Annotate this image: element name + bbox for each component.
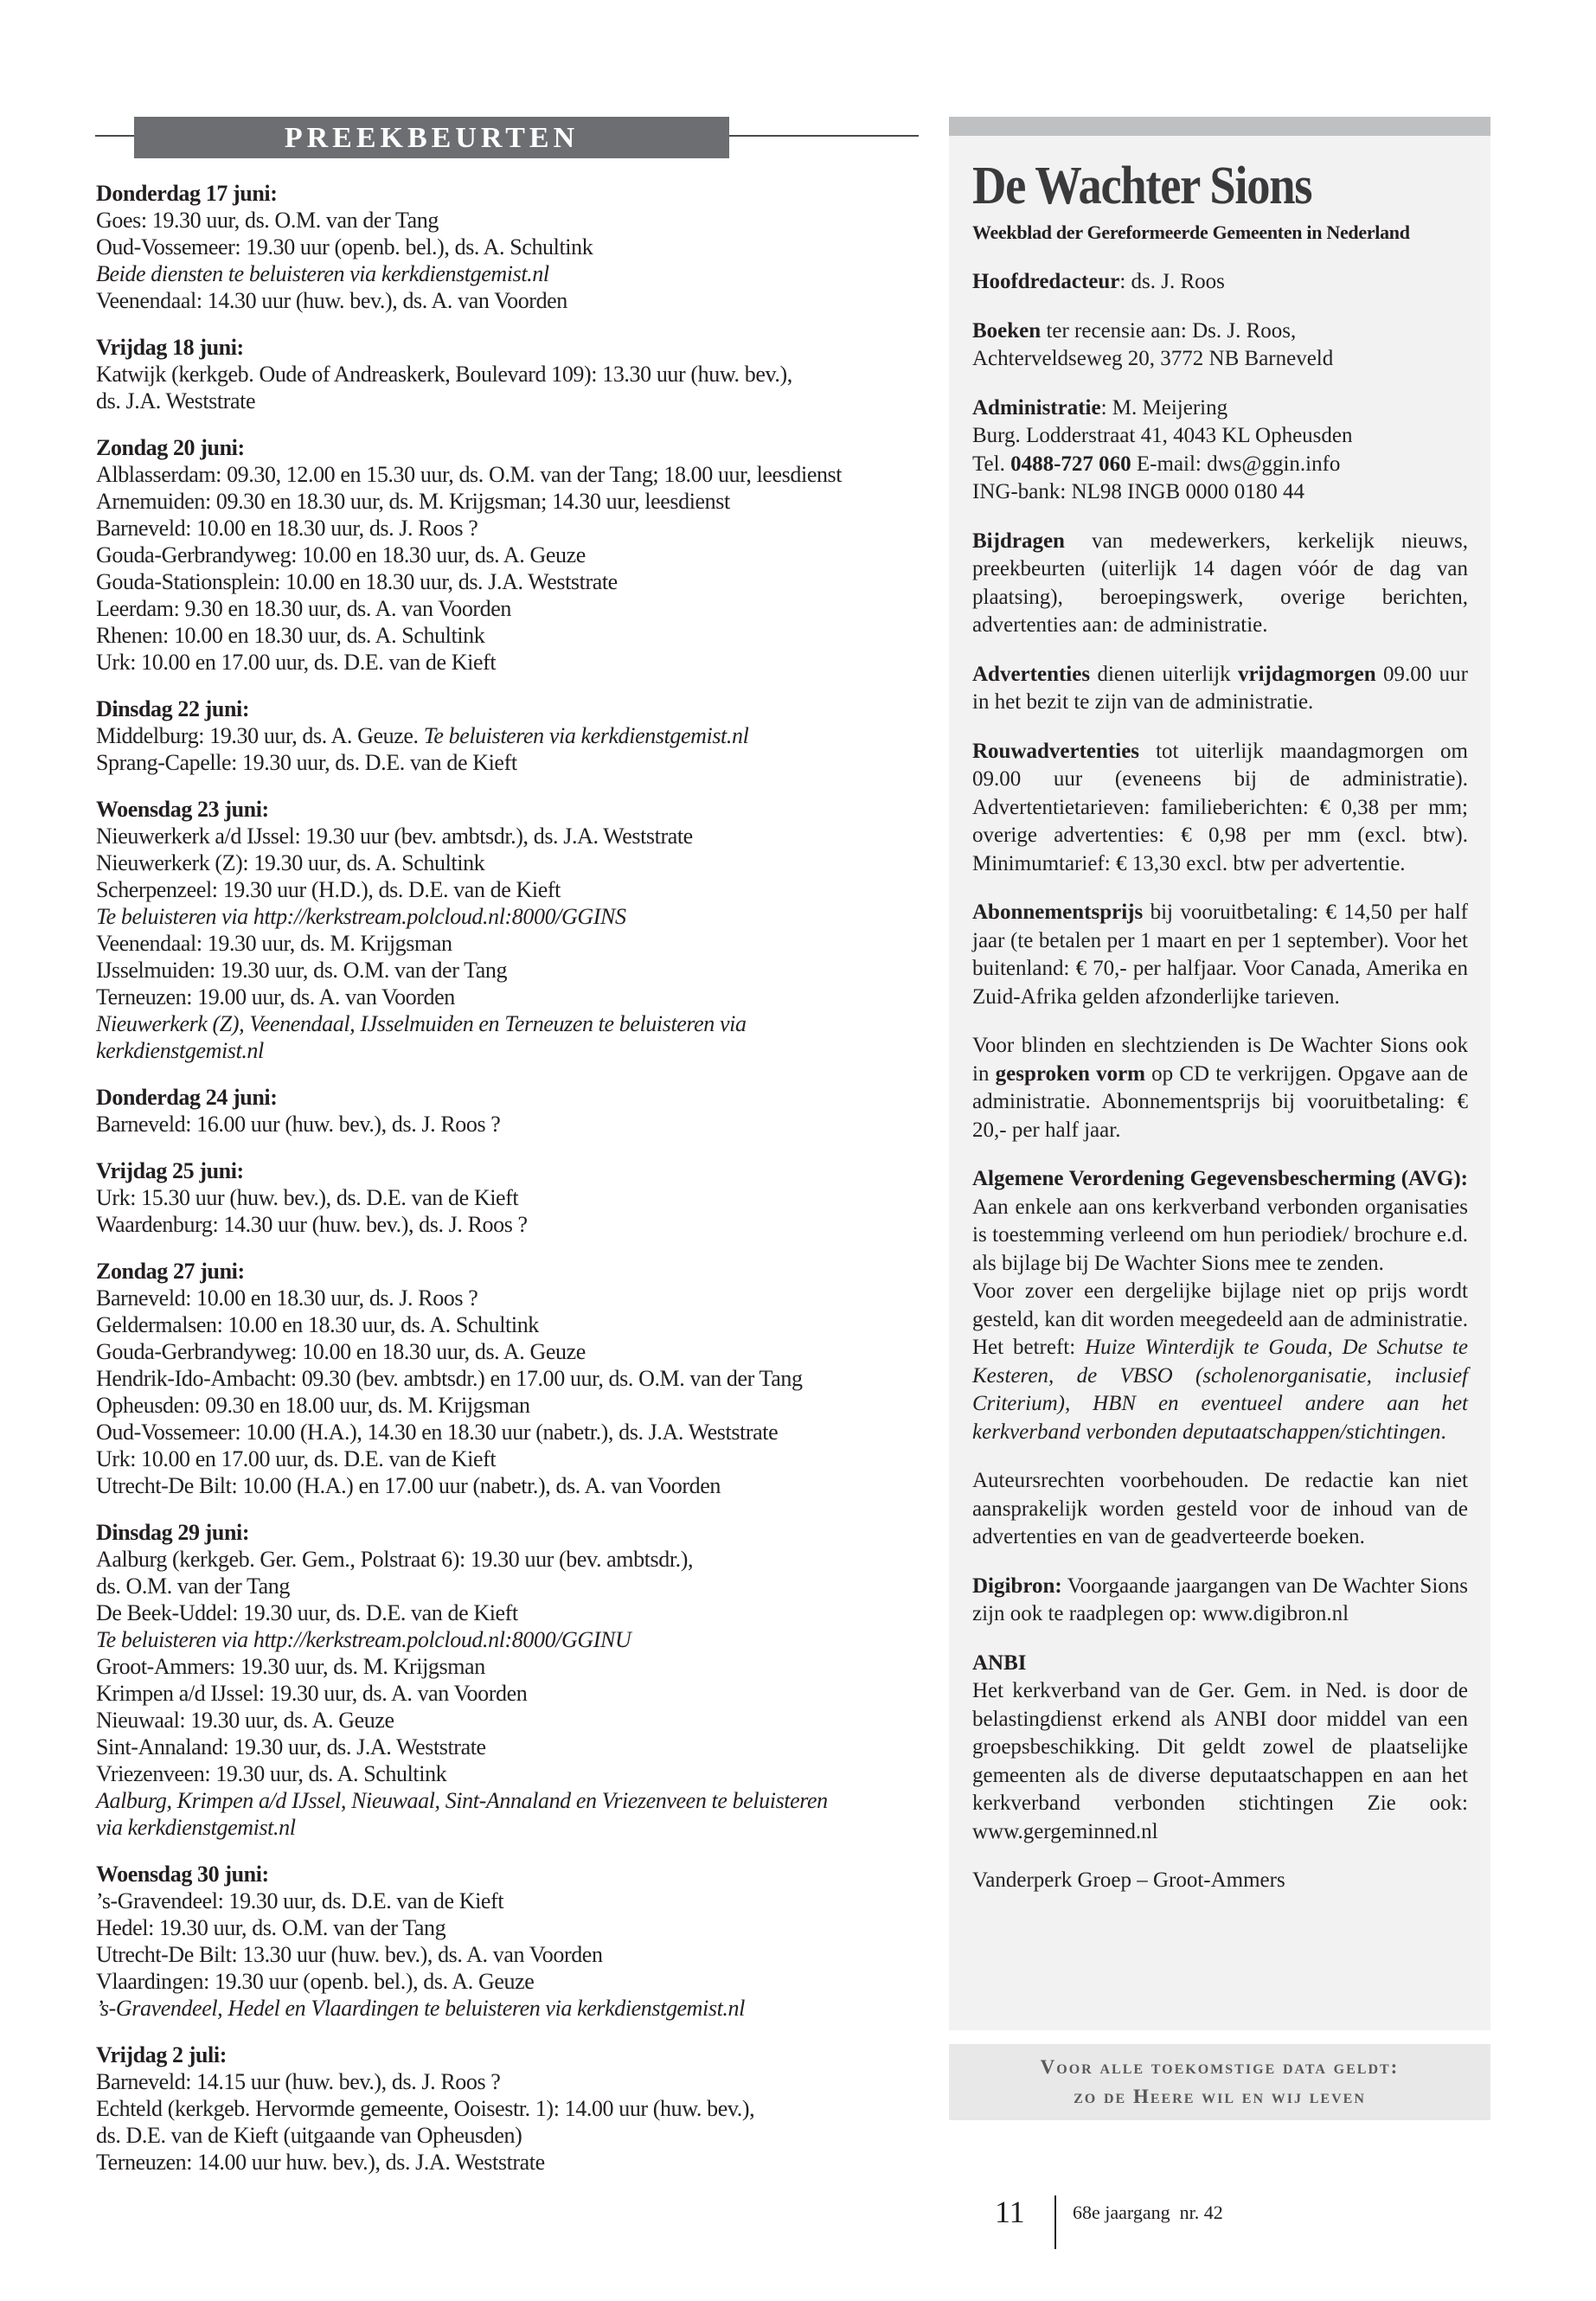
service-text: ’s-Gravendeel, Hedel en Vlaardingen te beluisteren via kerkdienstgemist.nl — [96, 1996, 745, 2021]
service-line — [96, 1968, 926, 1995]
service-line — [96, 461, 926, 488]
service-text: Waardenburg: 14.30 uur (huw. bev.), ds. J. Roos ? — [96, 1212, 528, 1237]
service-line — [96, 622, 926, 649]
colophon-box — [949, 117, 1490, 2030]
service-text: Hendrik-Ido-Ambacht: 09.30 (bev. ambtsdr.) en 17.00 uur, ds. O.M. van der Tang — [96, 1366, 803, 1391]
broadcast-note: Te beluisteren via kerkdienstgemist.nl — [423, 723, 749, 748]
avg-paragraph: Algemene Verordening Gegevensbescherming (AVG): Aan enkele aan ons kerkverband verbonden organisaties is toestemming verleend om hun periodiek/ brochure e.d. als bijlage bij De Wachter Sions mee te zenden. — [972, 1167, 1468, 1275]
service-text: Urk: 15.30 uur (huw. bev.), ds. D.E. van de Kieft — [96, 1185, 519, 1210]
service-text: Utrecht-De Bilt: 13.30 uur (huw. bev.), ds. A. van Voorden — [96, 1942, 603, 1967]
service-line — [96, 287, 926, 314]
service-line — [96, 1338, 926, 1365]
day-heading: Vrijdag 2 juli: — [96, 2042, 227, 2067]
broadcast-note — [96, 1010, 926, 1037]
broadcast-note — [96, 1787, 926, 1814]
service-text: Veenendaal: 19.30 uur, ds. M. Krijgsman — [96, 931, 452, 956]
preekbeurten-list — [96, 180, 926, 2195]
service-text: Rhenen: 10.00 en 18.30 uur, ds. A. Schultink — [96, 623, 485, 648]
magazine-title: De Wachter Sions — [972, 157, 1312, 215]
day-heading: Woensdag 30 juni: — [96, 1862, 269, 1887]
day-heading: Woensdag 23 juni: — [96, 797, 269, 822]
colophon-top-band — [949, 117, 1490, 136]
service-text: Nieuwerkerk a/d IJssel: 19.30 uur (bev. ambtsdr.), ds. J.A. Weststrate — [96, 824, 693, 849]
printer-line: Vanderperk Groep – Groot-Ammers — [972, 1868, 1285, 1892]
service-text: kerkdienstgemist.nl — [96, 1038, 264, 1063]
service-line — [96, 361, 926, 388]
broadcast-note — [96, 1995, 926, 2022]
avg-paragraph-2: Voor zover een dergelijke bijlage niet op prijs wordt gesteld, kan dit worden meegedeeld aan de administratie. Het betreft: Huize Winterdijk te Gouda, De Schutse te Kesteren, de VBSO (scholenorganisatie, inclusief Criterium), HBN en eventueel andere aan het kerkverband verbonden deputaatschappen/stichtingen. — [972, 1279, 1468, 1444]
service-text: Echteld (kerkgeb. Hervormde gemeente, Ooisestr. 1): 14.00 uur (huw. bev.), — [96, 2096, 755, 2121]
day-block — [96, 180, 926, 314]
service-text: Beide diensten te beluisteren via kerkdienstgemist.nl — [96, 261, 549, 286]
page-number: 11 — [995, 2195, 1025, 2229]
service-line — [96, 957, 926, 984]
subscription-paragraph: Abonnementsprijs bij vooruitbetaling: € 14,50 per half jaar (te betalen per 1 maart en per 1 september). Voor het buitenland: € 70,- per halfjaar. Voor Canada, Amerika en Zuid-Afrika gelden afzonderlijke tarieven. — [972, 901, 1468, 1009]
service-line — [96, 1365, 926, 1392]
day-heading: Zondag 27 juni: — [96, 1259, 245, 1284]
service-text: Urk: 10.00 en 17.00 uur, ds. D.E. van de Kieft — [96, 650, 497, 675]
service-text: Krimpen a/d IJssel: 19.30 uur, ds. A. van Voorden — [96, 1681, 528, 1706]
service-text: Gouda-Gerbrandyweg: 10.00 en 18.30 uur, ds. A. Geuze — [96, 1339, 586, 1364]
service-line — [96, 542, 926, 568]
service-text: ds. O.M. van der Tang — [96, 1574, 290, 1599]
magazine-subtitle: Weekblad der Gereformeerde Gemeenten in Nederland — [972, 221, 1410, 243]
service-text: via kerkdienstgemist.nl — [96, 1815, 296, 1840]
notice-line-2: zo de Heere wil en wij leven — [1074, 2086, 1366, 2107]
day-heading: Zondag 20 juni: — [96, 435, 245, 460]
service-text: Gouda-Stationsplein: 10.00 en 18.30 uur, ds. J.A. Weststrate — [96, 569, 618, 594]
service-text: Barneveld: 16.00 uur (huw. bev.), ds. J. Roos ? — [96, 1112, 501, 1137]
service-line — [96, 722, 926, 749]
service-text: Oud-Vossemeer: 19.30 uur (openb. bel.), ds. A. Schultink — [96, 234, 593, 260]
service-line — [96, 207, 926, 234]
service-line — [96, 595, 926, 622]
service-text: Hedel: 19.30 uur, ds. O.M. van der Tang — [96, 1915, 446, 1940]
service-line — [96, 1760, 926, 1787]
day-heading: Donderdag 24 juni: — [96, 1085, 278, 1110]
service-text: Utrecht-De Bilt: 10.00 (H.A.) en 17.00 uur (nabetr.), ds. A. van Voorden — [96, 1473, 721, 1498]
service-text: Te beluisteren via http://kerkstream.polcloud.nl:8000/GGINU — [96, 1627, 631, 1652]
service-text: Leerdam: 9.30 en 18.30 uur, ds. A. van Voorden — [96, 596, 512, 621]
service-line — [96, 1472, 926, 1499]
service-text: Sprang-Capelle: 19.30 uur, ds. D.E. van de Kieft — [96, 750, 517, 775]
service-line — [96, 2068, 926, 2095]
service-text: Gouda-Gerbrandyweg: 10.00 en 18.30 uur, ds. A. Geuze — [96, 542, 586, 567]
contributions-paragraph: Bijdragen van medewerkers, kerkelijk nieuws, preekbeurten (uiterlijk 14 dagen vóór de dag van plaatsing), beroepingswerk, overige berichten, advertenties aan: de administratie. — [972, 529, 1468, 637]
service-text: Aalburg, Krimpen a/d IJssel, Nieuwaal, Sint-Annaland en Vriezenveen te beluisteren — [96, 1788, 828, 1813]
service-line — [96, 1285, 926, 1311]
broadcast-note — [96, 1814, 926, 1841]
service-text: Sint-Annaland: 19.30 uur, ds. J.A. Weststrate — [96, 1734, 486, 1759]
issue-info: 68e jaargang nr. 42 — [1073, 2202, 1223, 2223]
section-title: PREEKBEURTEN — [134, 117, 729, 158]
service-line — [96, 1419, 926, 1445]
service-line — [96, 1941, 926, 1968]
service-text: Nieuwerkerk (Z), Veenendaal, IJsselmuiden en Terneuzen te beluisteren via — [96, 1011, 747, 1036]
service-text: IJsselmuiden: 19.30 uur, ds. O.M. van der Tang — [96, 958, 508, 983]
day-block — [96, 2041, 926, 2176]
broadcast-note — [96, 903, 926, 930]
day-heading: Donderdag 17 juni: — [96, 181, 278, 206]
day-heading: Vrijdag 25 juni: — [96, 1158, 244, 1183]
administration-paragraph: Administratie: M. Meijering Burg. Lodderstraat 41, 4043 KL Opheusden Tel. 0488-727 060 E-mail: dws@ggin.info ING-bank: NL98 INGB 0000 0180 44 — [972, 395, 1353, 503]
day-block — [96, 1084, 926, 1138]
service-text: Veenendaal: 14.30 uur (huw. bev.), ds. A. van Voorden — [96, 288, 567, 313]
audio-edition-paragraph: Voor blinden en slechtzienden is De Wachter Sions ook in gesproken vorm op CD te verkrijgen. Opgave aan de administratie. Abonnementsprijs bij vooruitbetaling: € 20,- per half jaar. — [972, 1034, 1468, 1142]
day-block — [96, 1861, 926, 2022]
service-text: Opheusden: 09.30 en 18.00 uur, ds. M. Krijgsman — [96, 1393, 530, 1418]
service-text: Aalburg (kerkgeb. Ger. Gem., Polstraat 6): 19.30 uur (bev. ambtsdr.), — [96, 1547, 694, 1572]
service-line — [96, 1914, 926, 1941]
day-block — [96, 1258, 926, 1499]
service-line — [96, 1653, 926, 1680]
day-block — [96, 695, 926, 776]
service-line — [96, 2095, 926, 2122]
service-text: Nieuwerkerk (Z): 19.30 uur, ds. A. Schultink — [96, 850, 485, 875]
day-block — [96, 1519, 926, 1841]
service-line — [96, 1734, 926, 1760]
editor-paragraph: Hoofdredacteur: ds. J. Roos — [972, 270, 1225, 293]
service-line — [96, 1184, 926, 1211]
service-text: Vlaardingen: 19.30 uur (openb. bel.), ds. A. Geuze — [96, 1969, 535, 1994]
anbi-paragraph: ANBI Het kerkverband van de Ger. Gem. in Ned. is door de belastingdienst erkend als ANBI door middel van een groepsbeschikking. Dit geldt zowel de plaatselijke gemeenten als de diverse deputaatschappen en aan het kerkverband verbonden stichtingen Zie ook: www.gergeminned.nl — [972, 1650, 1468, 1843]
service-text: ds. J.A. Weststrate — [96, 388, 256, 413]
service-line — [96, 515, 926, 542]
books-paragraph: Boeken ter recensie aan: Ds. J. Roos, Achterveldseweg 20, 3772 NB Barneveld — [972, 318, 1334, 370]
advertisements-paragraph: Advertenties dienen uiterlijk vrijdagmorgen 09.00 uur in het bezit te zijn van de administratie. — [972, 662, 1469, 714]
day-heading: Vrijdag 18 juni: — [96, 335, 244, 360]
service-line — [96, 488, 926, 515]
service-line — [96, 1599, 926, 1626]
service-text: Terneuzen: 19.00 uur, ds. A. van Voorden — [96, 984, 455, 1009]
broadcast-note — [96, 1037, 926, 1064]
service-text: Goes: 19.30 uur, ds. O.M. van der Tang — [96, 208, 439, 233]
service-text: Middelburg: 19.30 uur, ds. A. Geuze. — [96, 723, 424, 748]
day-block — [96, 334, 926, 414]
service-text: Geldermalsen: 10.00 en 18.30 uur, ds. A. Schultink — [96, 1312, 539, 1337]
service-line — [96, 1707, 926, 1734]
day-block — [96, 796, 926, 1064]
service-line — [96, 1546, 926, 1573]
service-line — [96, 568, 926, 595]
service-line — [96, 1680, 926, 1707]
service-line — [96, 1111, 926, 1138]
service-line — [96, 1888, 926, 1914]
service-line — [96, 749, 926, 776]
service-text: ds. D.E. van de Kieft (uitgaande van Opheusden) — [96, 2123, 522, 2148]
service-text: Vriezenveen: 19.30 uur, ds. A. Schultink — [96, 1761, 447, 1786]
service-text: Oud-Vossemeer: 10.00 (H.A.), 14.30 en 18.30 uur (nabetr.), ds. J.A. Weststrate — [96, 1420, 779, 1445]
day-block — [96, 1157, 926, 1238]
service-line — [96, 984, 926, 1010]
service-line — [96, 930, 926, 957]
service-text: Arnemuiden: 09.30 en 18.30 uur, ds. M. Krijgsman; 14.30 uur, leesdienst — [96, 489, 730, 514]
service-line — [96, 2149, 926, 2176]
broadcast-note — [96, 260, 926, 287]
mourning-ads-paragraph: Rouwadvertenties tot uiterlijk maandagmorgen om 09.00 uur (eveneens bij de administratie). Advertentietarieven: familieberichten: € 0,38 per mm; overige advertenties: € 0,98 per mm (excl. btw). Minimumtarief: € 13,30 excl. btw per advertentie. — [972, 739, 1468, 875]
service-line — [96, 388, 926, 414]
service-text: Urk: 10.00 en 17.00 uur, ds. D.E. van de Kieft — [96, 1446, 497, 1471]
service-line — [96, 649, 926, 676]
day-block — [96, 434, 926, 676]
service-text: Barneveld: 14.15 uur (huw. bev.), ds. J. Roos ? — [96, 2069, 501, 2094]
service-text: Te beluisteren via http://kerkstream.polcloud.nl:8000/GGINS — [96, 904, 626, 929]
day-heading: Dinsdag 22 juni: — [96, 696, 250, 721]
broadcast-note — [96, 1626, 926, 1653]
notice-box — [949, 2044, 1490, 2120]
service-line — [96, 234, 926, 260]
service-line — [96, 876, 926, 903]
service-line — [96, 1211, 926, 1238]
service-text: Barneveld: 10.00 en 18.30 uur, ds. J. Roos ? — [96, 516, 478, 541]
service-line — [96, 849, 926, 876]
service-text: Katwijk (kerkgeb. Oude of Andreaskerk, Boulevard 109): 13.30 uur (huw. bev.), — [96, 362, 792, 387]
copyright-paragraph: Auteursrechten voorbehouden. De redactie kan niet aansprakelijk worden gesteld voor de inhoud van de advertenties en van de geadverteerde boeken. — [972, 1469, 1468, 1548]
service-text: De Beek-Uddel: 19.30 uur, ds. D.E. van de Kieft — [96, 1600, 518, 1625]
digibron-paragraph: Digibron: Voorgaande jaargangen van De Wachter Sions zijn ook te raadplegen op: www.digibron.nl — [972, 1574, 1468, 1625]
service-line — [96, 1311, 926, 1338]
service-text: Scherpenzeel: 19.30 uur (H.D.), ds. D.E. van de Kieft — [96, 877, 561, 902]
service-line — [96, 1573, 926, 1599]
service-line — [96, 1445, 926, 1472]
day-heading: Dinsdag 29 juni: — [96, 1520, 250, 1545]
service-text: Terneuzen: 14.00 uur huw. bev.), ds. J.A. Weststrate — [96, 2150, 545, 2175]
service-text: ’s-Gravendeel: 19.30 uur, ds. D.E. van de Kieft — [96, 1888, 504, 1913]
service-line — [96, 2122, 926, 2149]
service-text: Barneveld: 10.00 en 18.30 uur, ds. J. Roos ? — [96, 1285, 478, 1311]
footer-divider — [1054, 2195, 1056, 2249]
service-line — [96, 823, 926, 849]
notice-line-1: Voor alle toekomstige data geldt: — [1040, 2056, 1400, 2078]
service-text: Groot-Ammers: 19.30 uur, ds. M. Krijgsman — [96, 1654, 485, 1679]
service-text: Nieuwaal: 19.30 uur, ds. A. Geuze — [96, 1708, 394, 1733]
service-line — [96, 1392, 926, 1419]
service-text: Alblasserdam: 09.30, 12.00 en 15.30 uur, ds. O.M. van der Tang; 18.00 uur, leesdienst — [96, 462, 843, 487]
